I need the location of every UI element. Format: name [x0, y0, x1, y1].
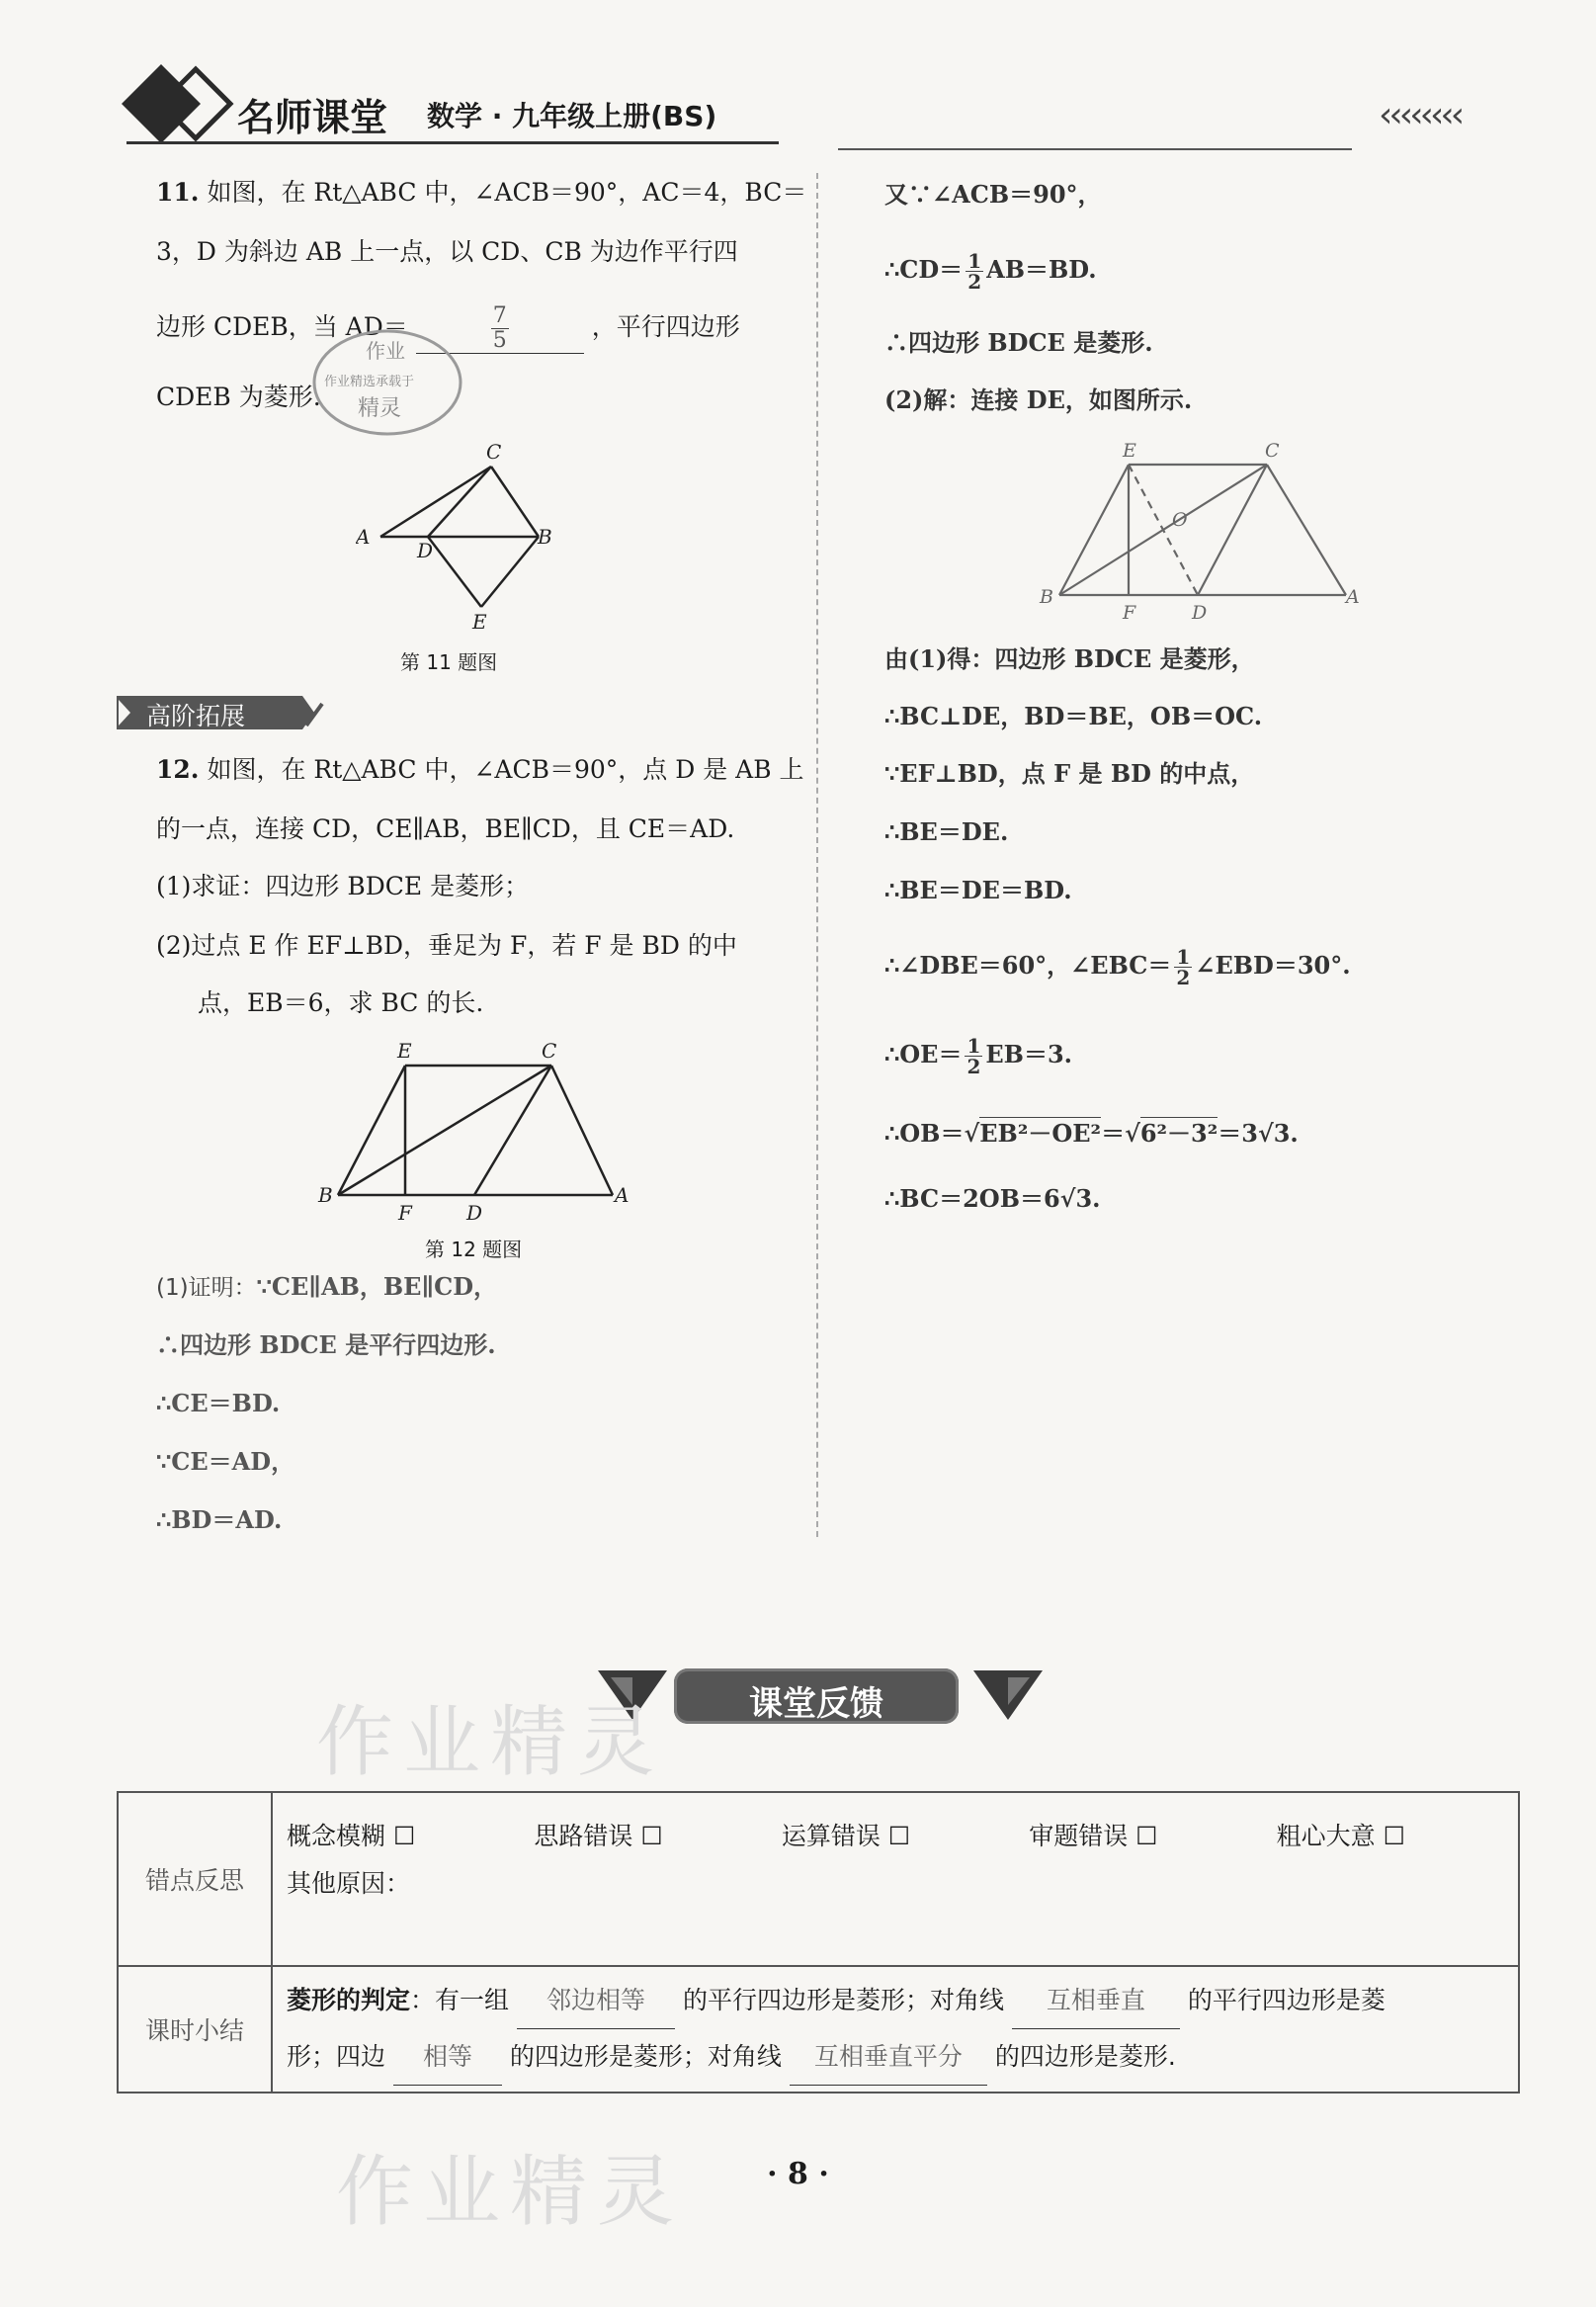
fig12-label-c: C: [542, 1040, 557, 1063]
summary-t1: ：有一组: [410, 1986, 510, 2014]
sol-l1-pre: (1)证明：: [156, 1275, 257, 1301]
sol-l4: ∵CE＝AD，: [156, 1447, 295, 1476]
sol-r3: ∴四边形 BDCE 是菱形.: [884, 328, 1153, 357]
solfig-label-c: C: [1265, 440, 1280, 462]
q11-figure: [356, 435, 573, 642]
stamp-text-3: 精灵: [358, 396, 402, 421]
sol-l5: ∴BD＝AD.: [156, 1505, 283, 1534]
sol-r4: (2)解：连接 DE，如图所示.: [884, 385, 1193, 414]
fig12-label-b: B: [318, 1183, 333, 1207]
subject-title: 数学 · 九年级上册(BS): [427, 100, 717, 132]
sol-r2-pre: ∴CD＝: [884, 255, 964, 284]
summary-t2: 的平行四边形是菱形；对角线: [682, 1986, 1004, 2014]
summary-blank-1: 邻边相等: [517, 1973, 675, 2029]
other-reason: 其他原因：: [287, 1869, 411, 1898]
sol-r5: 由(1)得：四边形 BDCE 是菱形，: [884, 644, 1255, 673]
solfig-label-f: F: [1123, 602, 1136, 624]
q12-part1: (1)求证：四边形 BDCE 是菱形；: [156, 872, 530, 900]
q12-part2b: 点，EB＝6，求 BC 的长.: [198, 988, 484, 1017]
banner-right-ornament-icon: [968, 1666, 1048, 1725]
summary-t5: 的四边形是菱形；对角线: [509, 2042, 782, 2071]
option-calculation-wrong[interactable]: 运算错误 ☐: [781, 1822, 911, 1850]
header-rule: [126, 141, 779, 144]
solfig-label-e: E: [1123, 440, 1136, 462]
q11-line2: 3，D 为斜边 AB 上一点，以 CD、CB 为边作平行四: [156, 237, 738, 266]
sol-r11-den: 2: [966, 1055, 981, 1078]
q11-caption: 第 11 题图: [400, 650, 498, 674]
feedback-table: [117, 1791, 1520, 2093]
solfig-label-b: B: [1040, 586, 1053, 608]
q12-caption: 第 12 题图: [425, 1238, 523, 1261]
option-careless[interactable]: 粗心大意 ☐: [1276, 1822, 1405, 1850]
sol-l1: ∵CE∥AB，BE∥CD，: [256, 1272, 498, 1301]
q11-number: 11.: [156, 178, 200, 207]
error-options: [287, 1805, 1504, 1864]
sol-r10-post: ∠EBD＝30°.: [1195, 951, 1351, 980]
section-title: 高阶拓展: [146, 702, 246, 730]
stamp-text-2: 作业精选承载于: [324, 375, 415, 389]
q12-number: 12.: [156, 755, 200, 784]
sol-r13: ∴BC＝2OB＝6√3.: [884, 1184, 1101, 1213]
fig12-label-d: D: [466, 1201, 483, 1223]
sol-r10-den: 2: [1176, 966, 1191, 989]
summary-blank-4: 互相垂直平分: [790, 2029, 987, 2086]
q11-answer-den: 5: [492, 328, 507, 353]
sol-r12-rad2: 6²－3²: [1139, 1119, 1218, 1148]
q12-part2a: (2)过点 E 作 EF⊥BD，垂足为 F，若 F 是 BD 的中: [156, 931, 737, 960]
q11-line3-pre: 边形 CDEB，当 AD＝: [156, 312, 408, 341]
sol-l2: ∴四边形 BDCE 是平行四边形.: [156, 1330, 496, 1359]
sol-r12-pre: ∴OB＝: [884, 1119, 965, 1148]
fig11-label-c: C: [486, 440, 502, 464]
sol-r11-num: 1: [966, 1034, 981, 1058]
banner-title: 课堂反馈: [749, 1684, 883, 1724]
solfig-label-a: A: [1346, 586, 1360, 608]
sol-r9: ∴BE＝DE＝BD.: [884, 876, 1072, 904]
q12-line1: 如图，在 Rt△ABC 中，∠ACB＝90°，点 D 是 AB 上: [207, 755, 804, 784]
summary-blank-2: 互相垂直: [1012, 1973, 1180, 2029]
row-label-lesson-summary: 课时小结: [118, 1966, 272, 2093]
fig11-label-e: E: [472, 610, 487, 634]
summary-t6: 的四边形是菱形.: [994, 2042, 1176, 2071]
column-divider: [816, 173, 818, 1537]
option-misread-question[interactable]: 审题错误 ☐: [1029, 1822, 1158, 1850]
stamp-seal-icon: [308, 318, 466, 447]
header-rule-right: [838, 148, 1352, 150]
q11-line4: CDEB 为菱形.: [156, 383, 321, 411]
summary-bold: 菱形的判定: [287, 1986, 411, 2014]
watermark-1: 作业精灵: [316, 1698, 665, 1787]
q11-line3-post: ，平行四边形: [591, 312, 740, 341]
fig11-label-d: D: [417, 539, 434, 562]
watermark-2: 作业精灵: [336, 2148, 685, 2237]
sol-r2-post: AB＝BD.: [986, 255, 1097, 284]
sol-l3: ∴CE＝BD.: [156, 1389, 281, 1417]
summary-blank-3: 相等: [393, 2029, 502, 2086]
sol-r8: ∴BE＝DE.: [884, 817, 1009, 846]
sol-r12-rad1: EB²－OE²: [979, 1119, 1102, 1148]
sol-r11-pre: ∴OE＝: [884, 1040, 963, 1068]
solfig-label-d: D: [1192, 602, 1208, 624]
q12-figure: [316, 1040, 642, 1223]
sol-r11-post: EB＝3.: [985, 1040, 1073, 1068]
fig12-label-e: E: [397, 1040, 412, 1063]
fig11-label-a: A: [356, 525, 371, 549]
fig12-label-f: F: [398, 1201, 412, 1223]
option-approach-wrong[interactable]: 思路错误 ☐: [534, 1822, 663, 1850]
q12-line2: 的一点，连接 CD，CE∥AB，BE∥CD，且 CE＝AD.: [156, 814, 735, 843]
sol-r2-den: 2: [967, 270, 982, 294]
sol-r12-post: ＝3√3.: [1218, 1119, 1299, 1148]
sol-r10-pre: ∴∠DBE＝60°，∠EBC＝: [884, 951, 1172, 980]
sol-r7: ∵EF⊥BD，点 F 是 BD 的中点，: [884, 759, 1255, 788]
solution-figure: [1038, 437, 1364, 625]
sol-r1: 又∵∠ACB＝90°，: [884, 180, 1102, 209]
diamond-logo-icon: [117, 59, 245, 148]
sol-r6: ∴BC⊥DE，BD＝BE，OB＝OC.: [884, 702, 1263, 730]
solfig-label-o: O: [1172, 509, 1188, 531]
sol-r12-mid: ＝: [1101, 1119, 1126, 1148]
row-label-error-reflection: 错点反思: [118, 1792, 272, 1966]
brand-title: 名师课堂: [237, 96, 388, 139]
sol-r2-num: 1: [967, 249, 982, 273]
q11-answer-num: 7: [492, 303, 507, 328]
summary-t4: 形；四边: [287, 2042, 386, 2071]
sol-r10-num: 1: [1176, 945, 1191, 969]
stamp-text-1: 作业: [366, 339, 405, 363]
fig12-label-a: A: [615, 1183, 630, 1207]
chevron-decoration-icon: ‹‹‹‹‹‹‹‹: [1379, 95, 1462, 135]
page-number: · 8 ·: [767, 2157, 829, 2191]
q11-line1: 如图，在 Rt△ABC 中，∠ACB＝90°，AC＝4，BC＝: [207, 178, 807, 207]
fig11-label-b: B: [538, 525, 552, 549]
summary-t3: 的平行四边形是菱: [1187, 1986, 1386, 2014]
option-concept-vague[interactable]: 概念模糊 ☐: [287, 1822, 416, 1850]
